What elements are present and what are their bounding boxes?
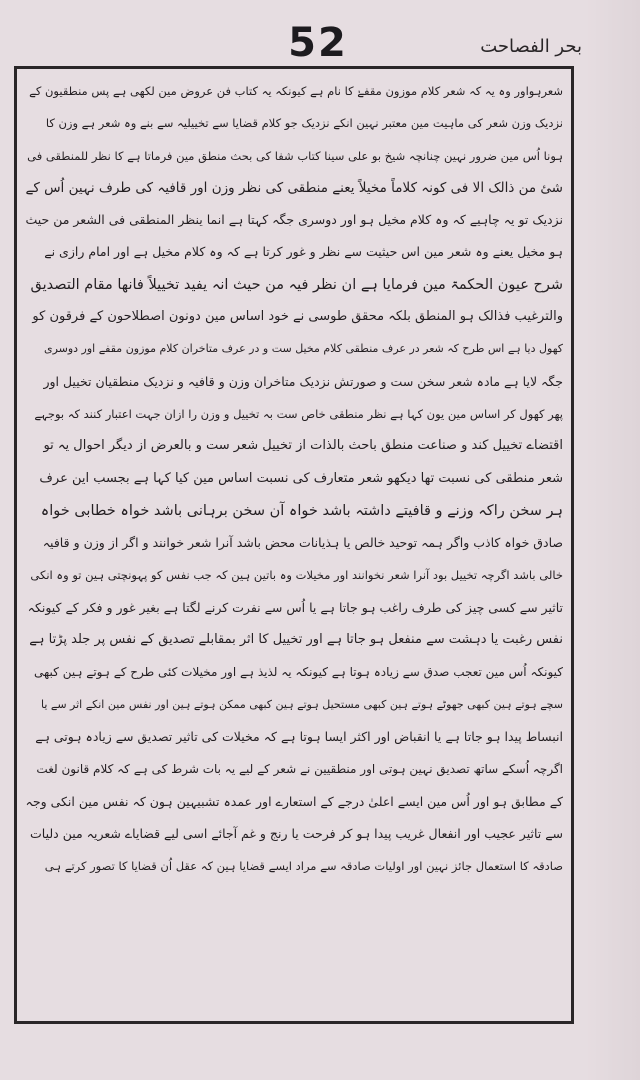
text-line: تاثیر سے کسی چیز کی طرف راغب ہو جاتا ہے یا اُس سے نفرت کرنے لگتا ہے بغیر غور و فکر کے کیونکہ bbox=[27, 599, 563, 615]
text-line: شئ من ذالک الا فی کونہ کلاماً مخیلاً یعنے منطقی کی نظر وزن اور قافیہ کی طرف نہین اُس کے bbox=[25, 179, 563, 196]
book-title: بحر الفصاحت bbox=[480, 36, 582, 57]
text-line: شعرہواور وہ یہ کہ شعر کلام موزون مقفےٰ کا نام ہے کیونکہ یہ کتاب فن عروض مین لکھی ہے پس منطقیون کے bbox=[29, 84, 563, 98]
text-line: نزدیک تو یہ چاہیے کہ وہ کلام مخیل ہو اور دوسری جگہ کہتا ہے انما ینظر المنطقی فی الشعر من حیث bbox=[25, 212, 563, 228]
page-header bbox=[0, 20, 640, 72]
text-line: شعر منطقی کی نسبت تھا دیکھو شعر متعارف کی نسبت اساس مین کیا کہا ہے بجسب این عرف bbox=[39, 470, 563, 486]
text-line: والترغیب فذالک ہو المنطق بلکہ محقق طوسی نے خود اساس مین دونون اصطلاحون کے فرقون کو bbox=[32, 309, 563, 325]
text-line: ہونا اُس مین ضرور نہین چنانچہ شیخ بو علی سینا کتاب شفا کی بحث منطق مین فرماتا ہے کا نظر للمنطقی فی bbox=[27, 148, 563, 163]
text-line: سے تاثیر عجیب اور انفعال غریب پیدا ہو کر فرحت یا رنج و غم آجائے اسی لیے قضایاے شعریہ مین دلیات bbox=[30, 825, 563, 841]
text-line: خالی باشد اگرچہ تخییل بود آنرا شعر نخوانند اور مخیلات وہ باتین ہین کہ جب نفس کو پہونچتی ہین تو وہ انکی bbox=[30, 568, 563, 583]
text-line: سچے ہوتے ہین کبھی جھوٹے ہوتے ہین کبھی مستحیل ہوتے ہین کبھی ممکن ہوتے ہین اور نفس مین انکے اثر سے یا bbox=[40, 697, 563, 711]
text-line: نزدیک وزن شعر کی ماہیت مین معتبر نہین انکے نزدیک جو کلام قضایا سے تخییلیہ سے بنے وہ شعر ہے وزن کا bbox=[45, 116, 563, 131]
page-edge-shadow bbox=[586, 0, 640, 1080]
text-line: صادقہ کا استعمال جائز نہین اور اولیات صادقہ سے مراد ایسے قضایا ہین کہ عقل اُن قضایا کا تصور کرتے ہی bbox=[44, 859, 563, 874]
text-line: کے مطابق ہو اور اُس مین ایسے اعلیٰ درجے کے استعارے اور عمدہ تشبیہین ہون کہ نفس مین انکی وجہ bbox=[25, 793, 563, 809]
body-text bbox=[25, 75, 563, 882]
text-line: ہو مخیل یعنے وہ شعر مین اس حیثیت سے نظر و غور کرتا ہے کہ وہ کلام مخیل ہے اور امام رازی نے bbox=[44, 244, 563, 260]
text-line: شرح عیون الحکمۃ مین فرمایا ہے ان نظر فیہ من حیث انہ یفید تخییلاً فانھا مقام التصدیق bbox=[30, 276, 563, 293]
text-line: اقتضاے تخییل کند و صناعت منطق باحث بالذات از تخییل شعر ست و بالعرض از دیگر احوال یہ تو bbox=[43, 438, 563, 454]
text-line: کیونکہ اُس مین تعجب صدق سے زیادہ ہوتا ہے کیونکہ یہ لذیذ ہے اور مخیلات کئی طرح کے ہوتے ہین کبھی bbox=[34, 665, 563, 680]
text-line: اگرچہ اُسکے ساتھ تصدیق نہین ہوتی اور منطقیین نے شعر کے لیے یہ بات شرط کی ہے کہ کلام قانون لغت bbox=[36, 762, 563, 777]
text-frame bbox=[14, 66, 574, 1024]
text-line: پھر کھول کر اساس مین یون کہا ہے نظر منطقی خاص ست بہ تخییل و وزن را ازان جہت اعتبار کنند کہ بوجہے bbox=[34, 406, 563, 421]
page-number: 52 bbox=[288, 20, 348, 66]
text-line: انبساط پیدا ہو جاتا ہے یا انقباض اور اکثر ایسا ہوتا ہے کہ مخیلات کی تاثیر تصدیق سے زیادہ ہوتی ہے bbox=[35, 728, 563, 744]
text-line: نفس رغبت یا دہشت سے منفعل ہو جاتا ہے اور تخییل کا اثر بمقابلے تصدیق کے نفس پر جلد پڑتا ہے bbox=[29, 632, 563, 648]
text-line: ہر سخن راکہ وزنے و قافیتے داشتہ باشد خواہ آن سخن برہانی باشد خواہ خطابی خواہ bbox=[40, 502, 563, 519]
text-line: صادق خواہ کاذب واگر ہمہ توحید خالص یا ہذیانات محض باشد آنرا شعر خوانند و اگر از وزن و قافیہ bbox=[42, 535, 563, 551]
text-line: کھول دیا ہے اس طرح کہ شعر در عرف منطقی کلام مخیل ست و در عرف متاخران کلام موزون مقفے اور دوسری bbox=[43, 342, 563, 356]
text-line: جگہ لایا ہے مادہ شعر سخن ست و صورتش نزدیک متاخران وزن و قافیہ و نزدیک منطقیان تخییل اور bbox=[43, 373, 563, 389]
